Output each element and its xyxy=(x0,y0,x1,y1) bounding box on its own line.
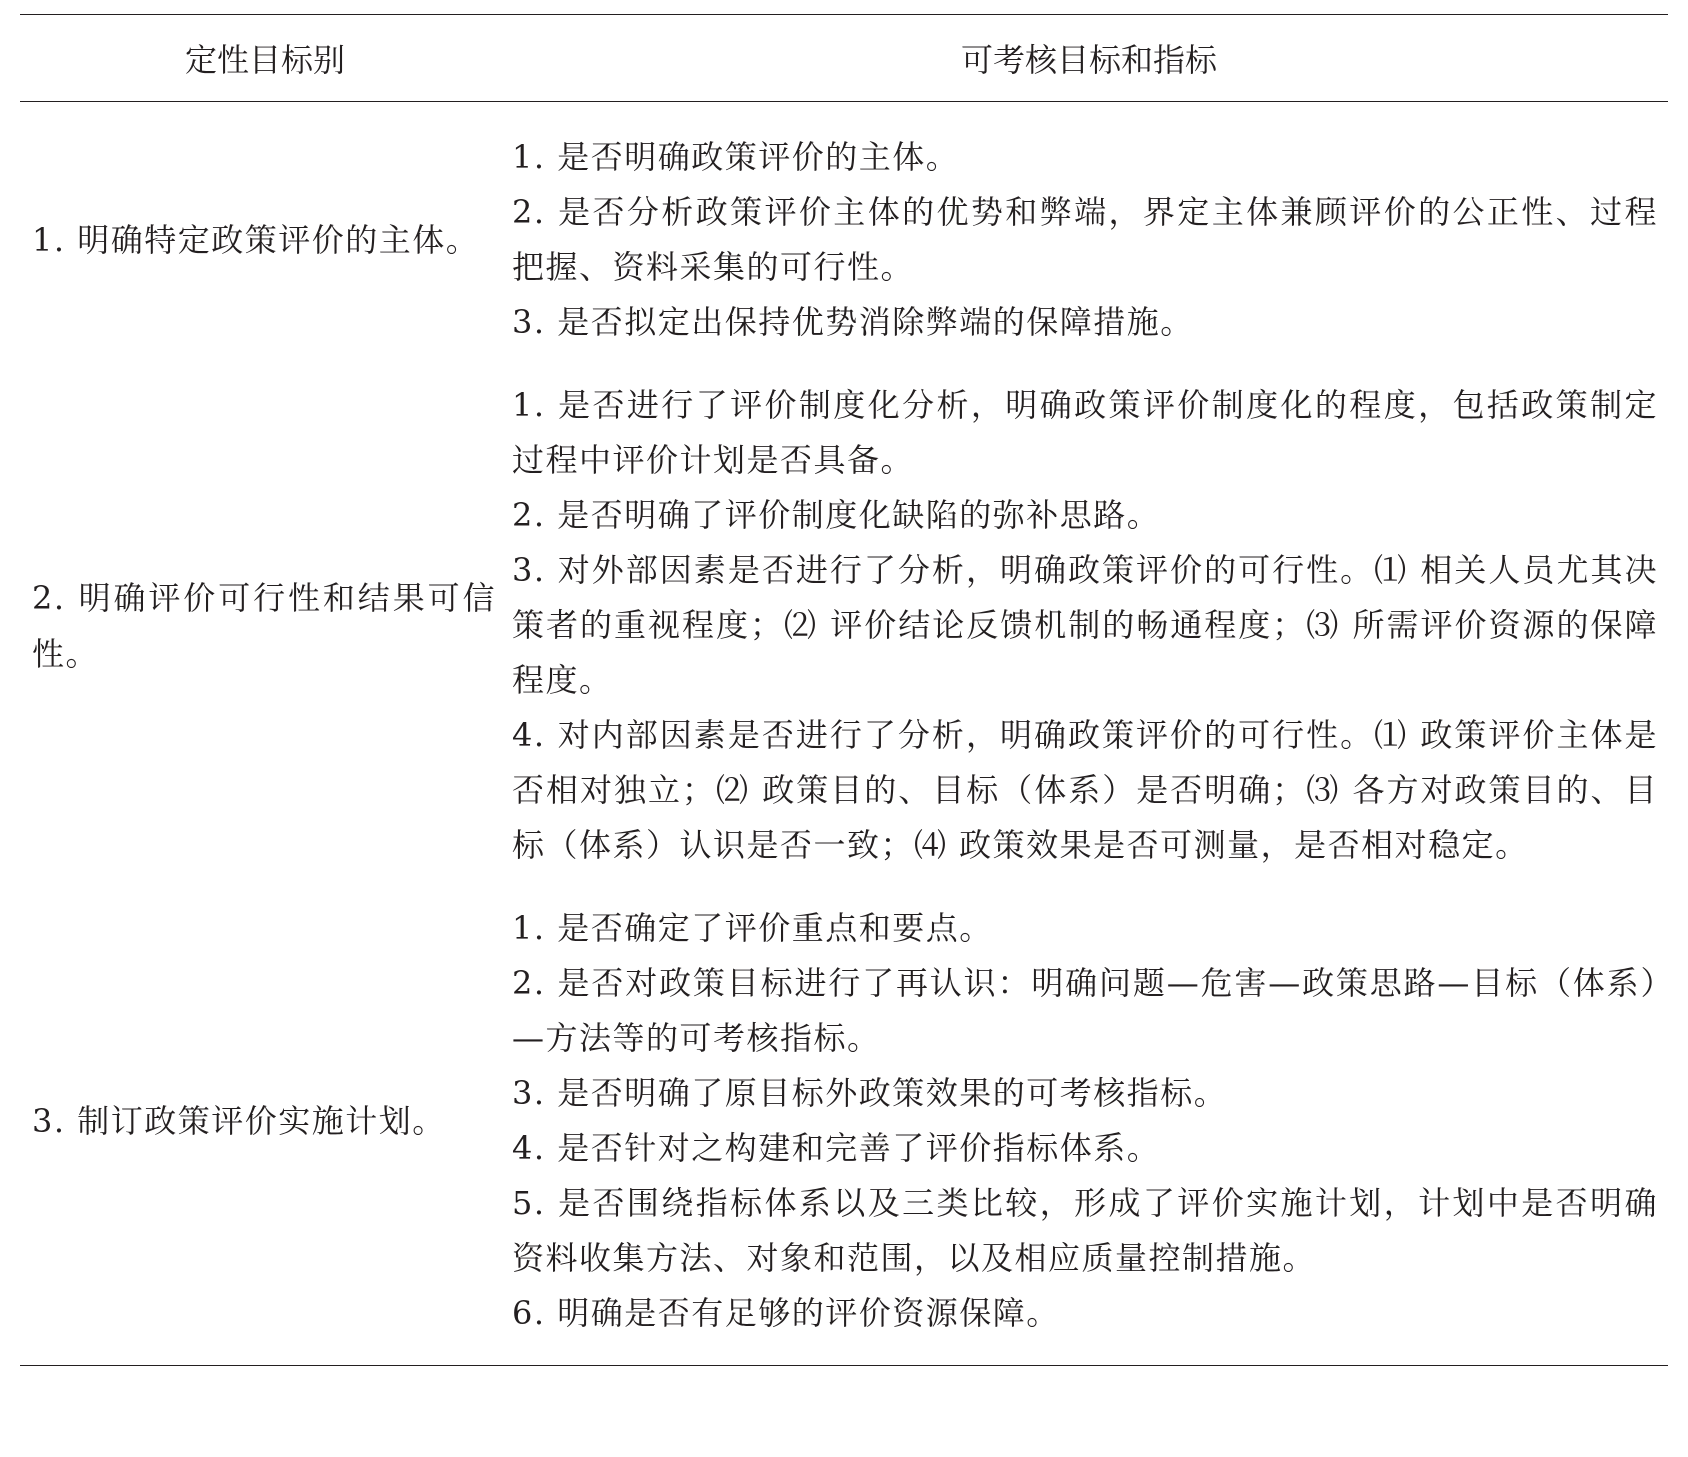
table-row xyxy=(20,378,1668,873)
indicator-item: 2. 是否明确了评价制度化缺陷的弥补思路。 xyxy=(512,496,1161,534)
indicator-item: 6. 明确是否有足够的评价资源保障。 xyxy=(512,1294,1060,1332)
goal-cell: 1. 明确特定政策评价的主体。 xyxy=(32,221,480,259)
evaluation-table xyxy=(20,14,1668,1366)
indicator-item: 1. 是否确定了评价重点和要点。 xyxy=(512,909,993,947)
indicator-item: 2. 是否分析政策评价主体的优势和弊端，界定主体兼顾评价的公正性、过程把握、资料采集的可行性。 xyxy=(512,193,1658,286)
indicator-item: 1. 是否明确政策评价的主体。 xyxy=(512,138,960,176)
indicator-item: 2. 是否对政策目标进行了再认识：明确问题—危害—政策思路—目标（体系）—方法等的可考核指标。 xyxy=(512,964,1658,1057)
indicator-item: 3. 是否明确了原目标外政策效果的可考核指标。 xyxy=(512,1074,1228,1112)
goal-cell: 2. 明确评价可行性和结果可信性。 xyxy=(32,578,496,673)
table-body xyxy=(20,102,1668,1365)
table-row xyxy=(20,901,1668,1341)
header-assessable-indicators: 可考核目标和指标 xyxy=(960,41,1217,79)
indicator-cell xyxy=(506,130,1668,350)
goal-cell: 3. 制订政策评价实施计划。 xyxy=(32,1102,446,1140)
table-bottom-rule xyxy=(20,1365,1668,1366)
indicator-cell xyxy=(506,378,1668,873)
indicator-cell xyxy=(506,901,1668,1341)
indicator-item: 4. 对内部因素是否进行了分析，明确政策评价的可行性。⑴ 政策评价主体是否相对独立；⑵ 政策目的、目标（体系）是否明确；⑶ 各方对政策目的、目标（体系）认识是否一致；⑷ 政策效果是否可测量，是否相对稳定。 xyxy=(512,716,1658,864)
indicator-item: 4. 是否针对之构建和完善了评价指标体系。 xyxy=(512,1129,1161,1167)
indicator-item: 3. 是否拟定出保持优势消除弊端的保障措施。 xyxy=(512,303,1194,341)
indicator-item: 1. 是否进行了评价制度化分析，明确政策评价制度化的程度，包括政策制定过程中评价计划是否具备。 xyxy=(512,386,1658,479)
indicator-item: 3. 对外部因素是否进行了分析，明确政策评价的可行性。⑴ 相关人员尤其决策者的重视程度；⑵ 评价结论反馈机制的畅通程度；⑶ 所需评价资源的保障程度。 xyxy=(512,551,1658,699)
table-header xyxy=(20,15,1668,101)
header-qualitative-goal: 定性目标别 xyxy=(184,41,345,79)
table-row xyxy=(20,130,1668,350)
indicator-item: 5. 是否围绕指标体系以及三类比较，形成了评价实施计划，计划中是否明确资料收集方法、对象和范围，以及相应质量控制措施。 xyxy=(512,1184,1658,1277)
